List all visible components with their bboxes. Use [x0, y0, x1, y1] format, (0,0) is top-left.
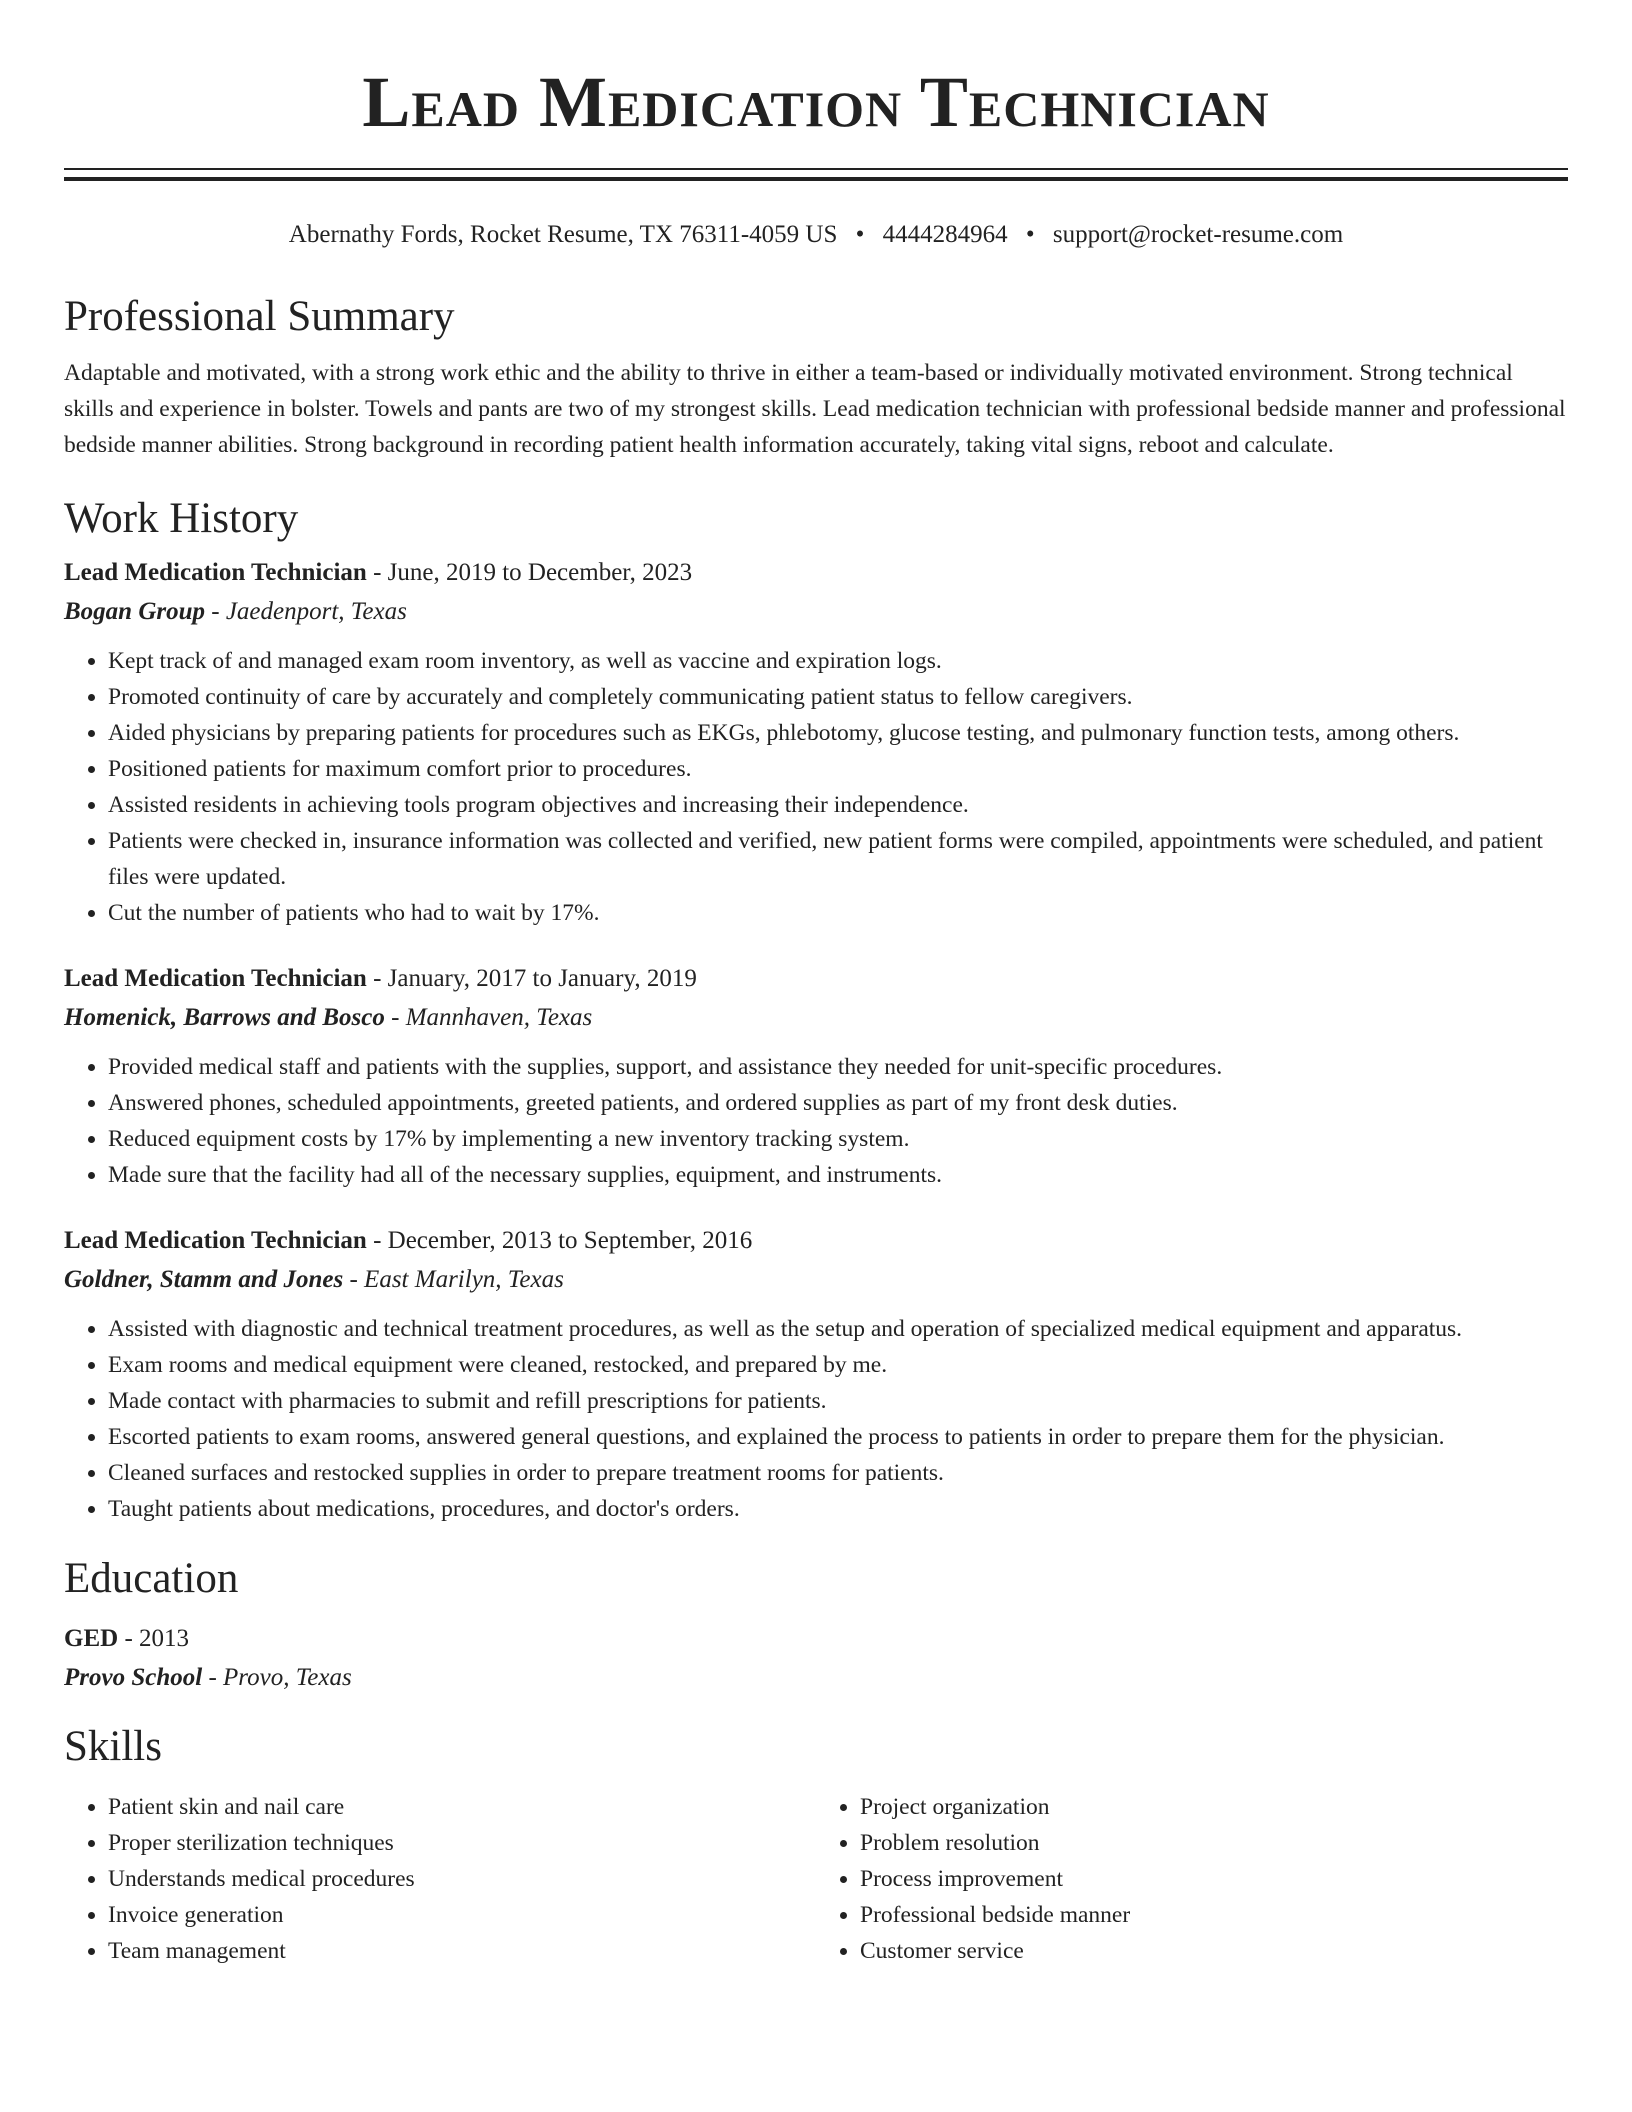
education-school: Provo School [64, 1664, 203, 1691]
job-location: - Jaedenport, Texas [205, 598, 407, 625]
skills-column-left [64, 1789, 816, 1969]
job-entry [64, 553, 1568, 931]
skill-item: • Invoice generation [108, 1897, 816, 1933]
job-company: Goldner, Stamm and Jones [64, 1266, 344, 1293]
list-item: • Reduced equipment costs by 17% by implementing a new inventory tracking system. [108, 1121, 1568, 1157]
skill-item: • Process improvement [860, 1861, 1568, 1897]
skills-grid [64, 1789, 1568, 1969]
education-degree: GED [64, 1625, 119, 1652]
section-heading-skills: Skills [64, 1723, 162, 1770]
skill-item: • Understands medical procedures [108, 1861, 816, 1897]
job-title-line [64, 959, 1568, 998]
education-degree-line [64, 1619, 1568, 1658]
work-history-list [64, 553, 1568, 1527]
list-item: • Promoted continuity of care by accurately and completely communicating patient status to fellow caregivers. [108, 679, 1568, 715]
education-location: - Provo, Texas [202, 1664, 352, 1691]
list-item: • Made contact with pharmacies to submit and refill prescriptions for patients. [108, 1383, 1568, 1419]
contact-separator: • [855, 221, 865, 248]
contact-line [64, 219, 1568, 251]
list-item: • Kept track of and managed exam room inventory, as well as vaccine and expiration logs. [108, 643, 1568, 679]
summary-text: Adaptable and motivated, with a strong work ethic and the ability to thrive in either a team-based or individually motivated environment. Strong technical skills and experience in bolster. Towels and pants are two of my strongest skills. Lead medication technician with professional bedside manner and professional bedside manner abilities. Strong background in recording patient health information accurately, taking vital signs, reboot and calculate. [64, 360, 1566, 458]
contact-address: Abernathy Fords, Rocket Resume, TX 76311-4059 US [288, 221, 838, 248]
contact-email: support@rocket-resume.com [1052, 221, 1344, 248]
contact-phone: 4444284964 [882, 221, 1008, 248]
job-dates: - June, 2019 to December, 2023 [366, 559, 693, 586]
list-item: • Taught patients about medications, procedures, and doctor's orders. [108, 1491, 1568, 1527]
skill-item: • Customer service [860, 1933, 1568, 1969]
section-heading-summary: Professional Summary [64, 293, 455, 340]
job-title: Lead Medication Technician [64, 559, 367, 586]
list-item: • Positioned patients for maximum comfort prior to procedures. [108, 751, 1568, 787]
skill-item: • Team management [108, 1933, 816, 1969]
skill-item: • Patient skin and nail care [108, 1789, 816, 1825]
title-divider-thin [64, 168, 1568, 170]
section-heading-education: Education [64, 1555, 239, 1602]
list-item: • Patients were checked in, insurance information was collected and verified, new patient forms were compiled, appointments were scheduled, and patient files were updated. [108, 823, 1568, 895]
skill-item: • Proper sterilization techniques [108, 1825, 816, 1861]
job-duties-list [64, 1049, 1568, 1193]
job-title: Lead Medication Technician [64, 965, 367, 992]
contact-separator: • [1025, 221, 1035, 248]
skill-item: • Professional bedside manner [860, 1897, 1568, 1933]
skill-item: • Project organization [860, 1789, 1568, 1825]
job-dates: - January, 2017 to January, 2019 [366, 965, 697, 992]
skill-item: • Problem resolution [860, 1825, 1568, 1861]
section-heading-work-history: Work History [64, 495, 299, 542]
title-divider-thick [64, 177, 1568, 181]
list-item: • Escorted patients to exam rooms, answered general questions, and explained the process to patients in order to prepare them for the physician. [108, 1419, 1568, 1455]
job-duties-list [64, 643, 1568, 931]
education-entry [64, 1619, 1568, 1697]
list-item: • Cleaned surfaces and restocked supplies in order to prepare treatment rooms for patients. [108, 1455, 1568, 1491]
job-entry [64, 1221, 1568, 1527]
list-item: • Answered phones, scheduled appointments, greeted patients, and ordered supplies as part of my front desk duties. [108, 1085, 1568, 1121]
job-entry [64, 959, 1568, 1193]
list-item: • Cut the number of patients who had to wait by 17%. [108, 895, 1568, 931]
job-company: Homenick, Barrows and Bosco [64, 1004, 385, 1031]
job-duties-list [64, 1311, 1568, 1527]
list-item: • Assisted with diagnostic and technical treatment procedures, as well as the setup and operation of specialized medical equipment and apparatus. [108, 1311, 1568, 1347]
job-title-line [64, 1221, 1568, 1260]
list-item: • Aided physicians by preparing patients for procedures such as EKGs, phlebotomy, glucose testing, and pulmonary function tests, among others. [108, 715, 1568, 751]
job-location: - East Marilyn, Texas [343, 1266, 564, 1293]
job-company-line [64, 998, 1568, 1037]
job-title: Lead Medication Technician [64, 1227, 367, 1254]
resume-title: Lead Medication Technician [362, 62, 1270, 142]
list-item: • Made sure that the facility had all of the necessary supplies, equipment, and instruments. [108, 1157, 1568, 1193]
list-item: • Provided medical staff and patients with the supplies, support, and assistance they needed for unit-specific procedures. [108, 1049, 1568, 1085]
education-year: - 2013 [118, 1625, 190, 1652]
skills-column-right [816, 1789, 1568, 1969]
job-location: - Mannhaven, Texas [384, 1004, 593, 1031]
job-company: Bogan Group [64, 598, 206, 625]
list-item: • Assisted residents in achieving tools program objectives and increasing their independence. [108, 787, 1568, 823]
job-company-line [64, 592, 1568, 631]
job-company-line [64, 1260, 1568, 1299]
job-title-line [64, 553, 1568, 592]
job-dates: - December, 2013 to September, 2016 [366, 1227, 753, 1254]
list-item: • Exam rooms and medical equipment were cleaned, restocked, and prepared by me. [108, 1347, 1568, 1383]
education-school-line [64, 1658, 1568, 1697]
